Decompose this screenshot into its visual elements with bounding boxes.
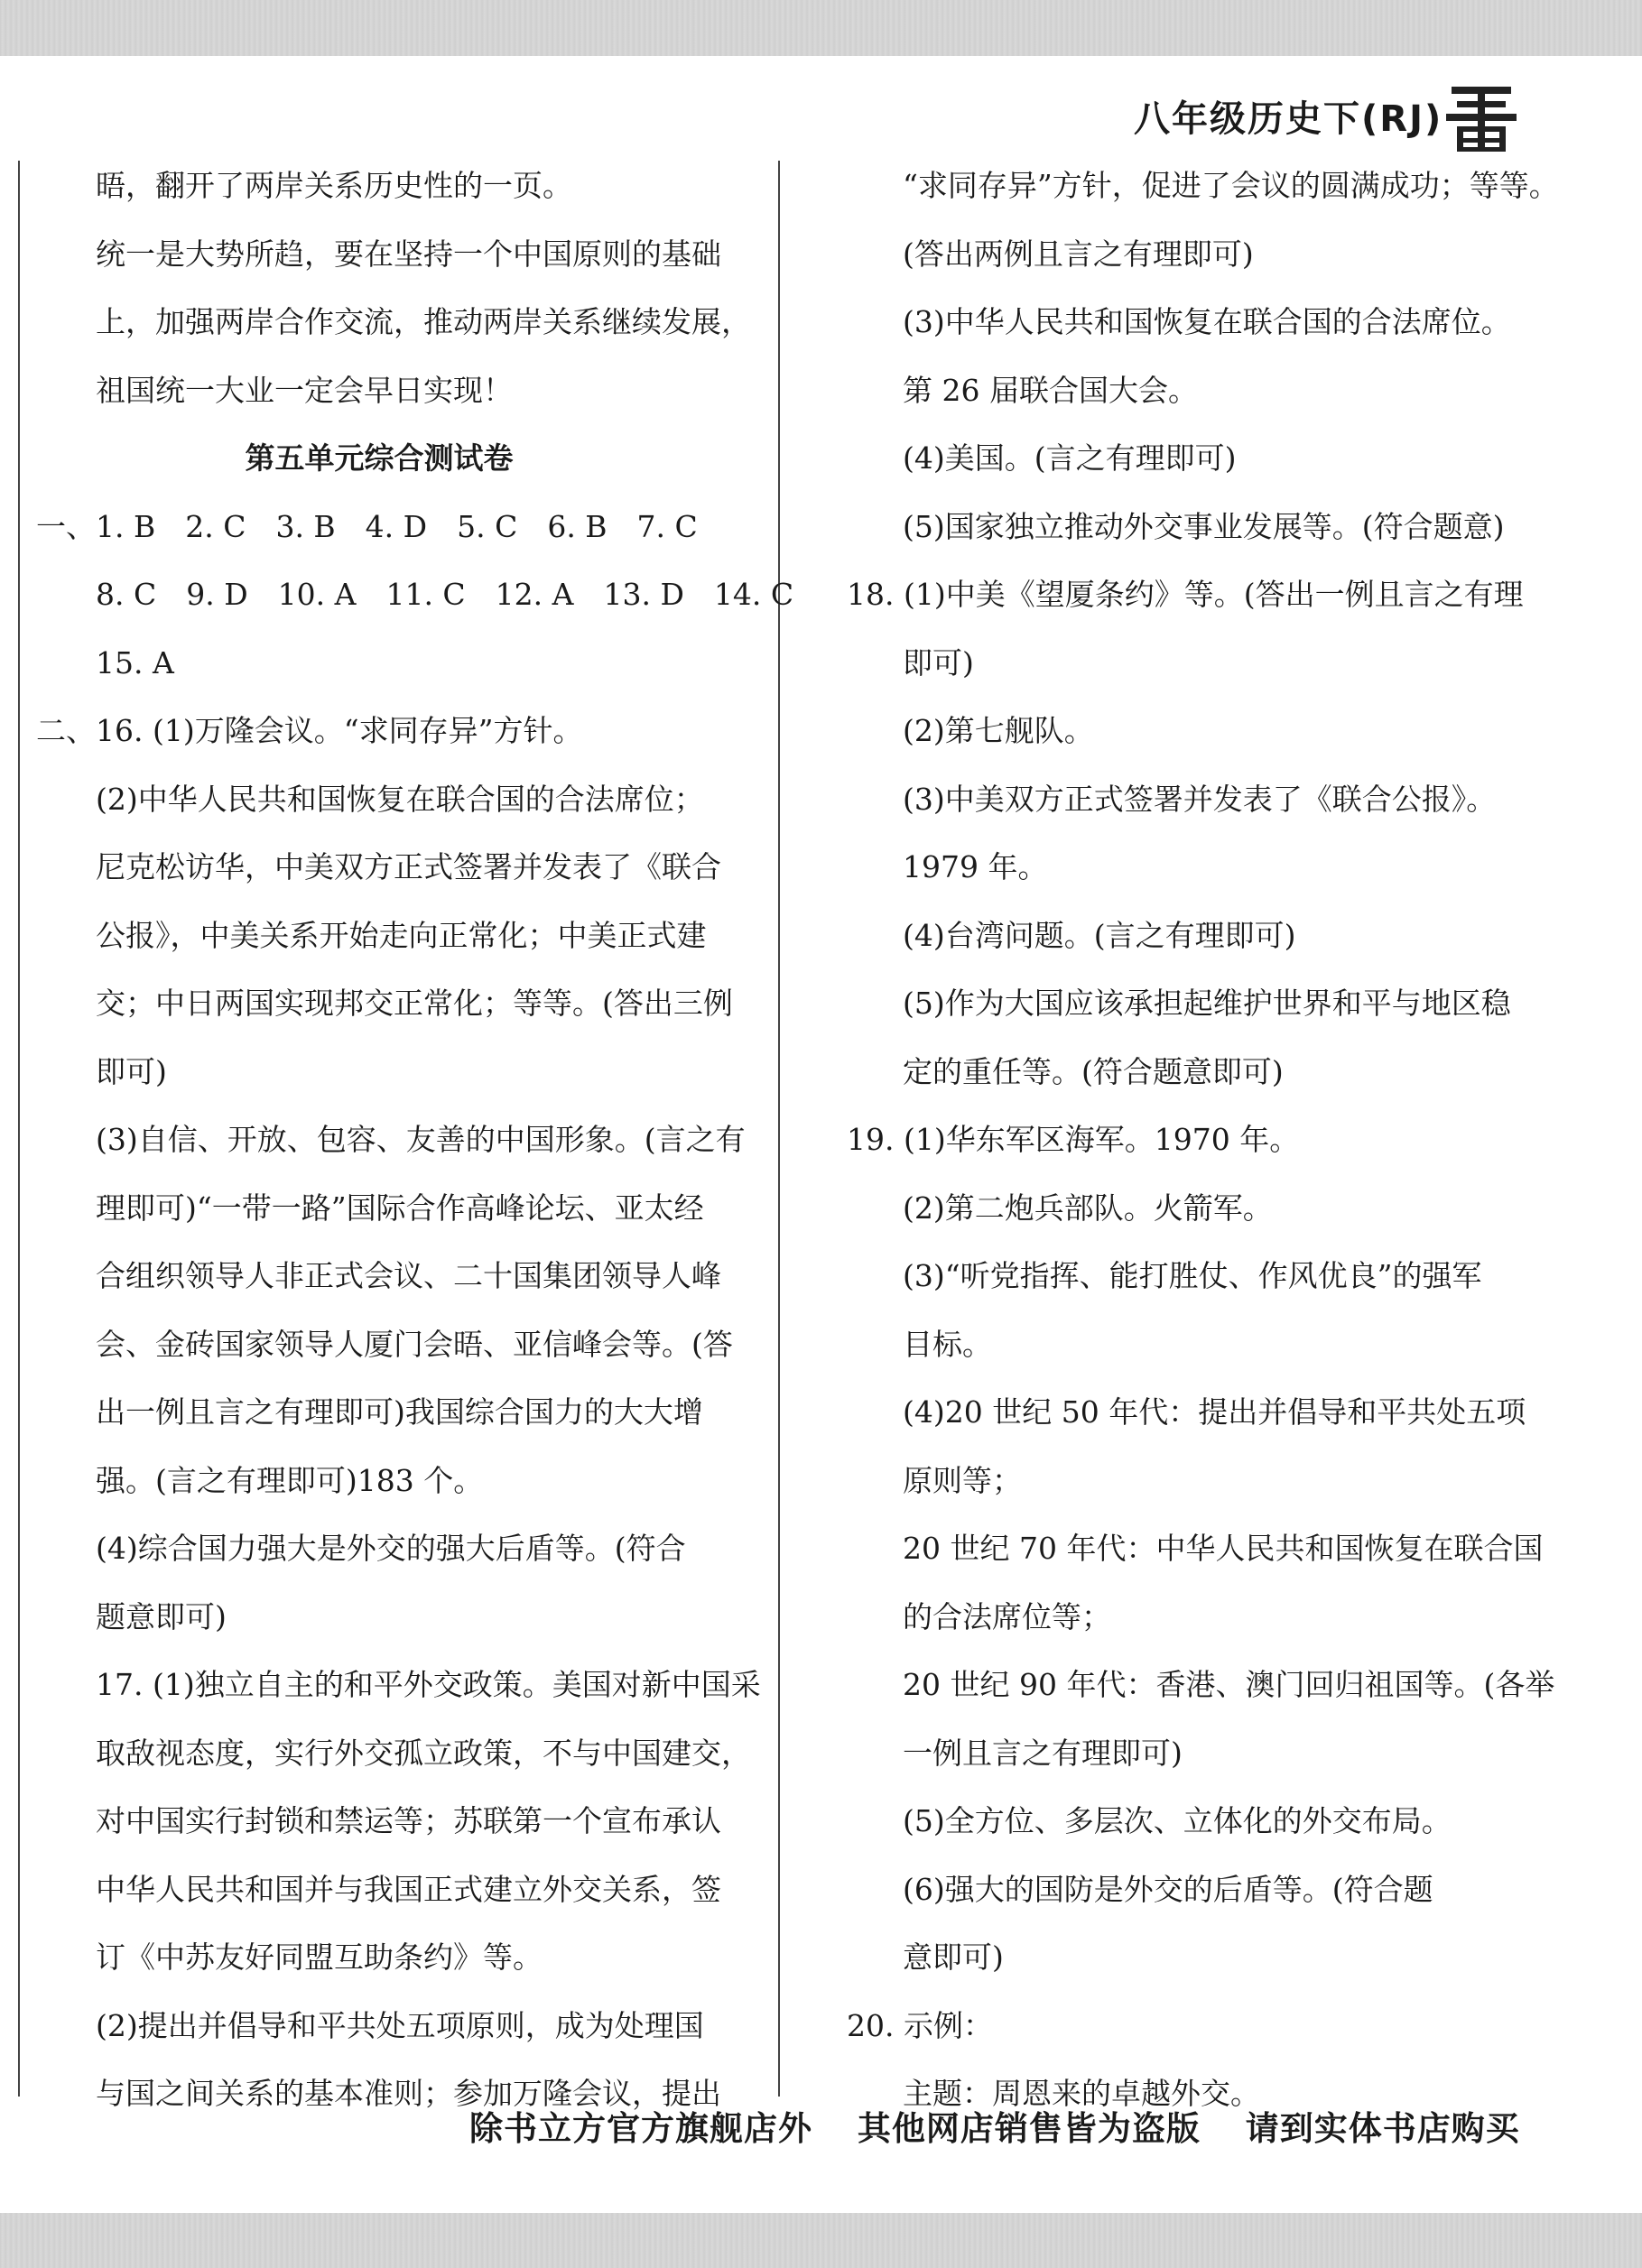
left-line: 订《中苏友好同盟互助条约》等。: [96, 1939, 543, 1975]
left-line: 会、金砖国家领导人厦门会晤、亚信峰会等。(答: [96, 1326, 733, 1362]
right-line: (2)第七舰队。: [903, 713, 1094, 748]
right-line: (3)中华人民共和国恢复在联合国的合法席位。: [903, 304, 1511, 339]
left-line: 公报》，中美关系开始走向正常化；中美正式建: [96, 917, 707, 953]
right-line: (答出两例且言之有理即可): [903, 236, 1254, 272]
left-line: (2)提出并倡导和平共处五项原则，成为处理国: [96, 2007, 704, 2043]
top-scan-band: [0, 0, 1642, 56]
right-line: “求同存异”方针，促进了会议的圆满成功；等等。: [903, 168, 1559, 203]
bottom-scan-band: [0, 2213, 1642, 2268]
answer-row: 15. A: [96, 644, 174, 680]
question-17-start: 17. (1)独立自主的和平外交政策。美国对新中国采: [96, 1667, 761, 1702]
right-line: (5)作为大国应该承担起维护世界和平与地区稳: [903, 986, 1511, 1021]
left-line: 统一是大势所趋，要在坚持一个中国原则的基础: [96, 236, 721, 272]
right-line: 即可): [903, 644, 974, 680]
footer-part-2: 其他网店销售皆为盗版: [857, 2109, 1201, 2148]
right-line: 原则等；: [903, 1462, 1022, 1498]
left-line: 即可): [96, 1053, 167, 1089]
left-line: 理即可)“一带一路”国际合作高峰论坛、亚太经: [96, 1190, 704, 1226]
left-line: (2)中华人民共和国恢复在联合国的合法席位；: [96, 781, 704, 817]
left-line: (4)综合国力强大是外交的强大后盾等。(符合: [96, 1531, 686, 1566]
section-title: 第五单元综合测试卷: [245, 440, 514, 476]
left-line: 晤，翻开了两岸关系历史性的一页。: [96, 168, 572, 203]
right-line: (4)美国。(言之有理即可): [903, 440, 1237, 476]
left-line: 题意即可): [96, 1598, 227, 1634]
right-line: 一例且言之有理即可): [903, 1735, 1183, 1771]
question-16-start: 二、16. (1)万隆会议。“求同存异”方针。: [36, 713, 583, 748]
left-line: 合组织领导人非正式会议、二十国集团领导人峰: [96, 1258, 721, 1293]
left-line: 出一例且言之有理即可)我国综合国力的大大增: [96, 1394, 703, 1430]
left-line: 交；中日两国实现邦交正常化；等等。(答出三例: [96, 986, 733, 1021]
right-line: (2)第二炮兵部队。火箭军。: [903, 1190, 1273, 1226]
right-line: (3)“听党指挥、能打胜仗、作风优良”的强军: [903, 1258, 1482, 1293]
question-19-start: 19. (1)华东军区海军。1970 年。: [847, 1122, 1300, 1157]
right-line: (5)国家独立推动外交事业发展等。(符合题意): [903, 508, 1505, 544]
left-column: [36, 152, 794, 2128]
question-18-start: 18. (1)中美《望厦条约》等。(答出一例且言之有理: [847, 577, 1524, 612]
anti-piracy-footer: [469, 2101, 1553, 2150]
left-line: 祖国统一大业一定会早日实现！: [96, 372, 513, 408]
page-header-title: 八年级历史下(RJ): [1134, 98, 1443, 140]
left-line: 中华人民共和国并与我国正式建立外交关系，签: [96, 1871, 721, 1907]
left-line: 取敌视态度，实行外交孤立政策，不与中国建交，: [96, 1735, 751, 1771]
right-line: (6)强大的国防是外交的后盾等。(符合题: [903, 1871, 1433, 1907]
left-line: 与国之间关系的基本准则；参加万隆会议，提出: [96, 2076, 721, 2111]
left-margin-rule: [18, 161, 20, 2097]
right-line: (4)20 世纪 50 年代：提出并倡导和平共处五项: [903, 1394, 1526, 1430]
right-line: 定的重任等。(符合题意即可): [903, 1053, 1284, 1089]
right-line: 1979 年。: [903, 849, 1048, 884]
right-column: [847, 152, 1623, 2128]
left-line: 上，加强两岸合作交流，推动两岸关系继续发展，: [96, 304, 751, 339]
right-line: 的合法席位等；: [903, 1598, 1111, 1634]
left-line: 尼克松访华，中美双方正式签署并发表了《联合: [96, 849, 721, 884]
right-line: (4)台湾问题。(言之有理即可): [903, 917, 1296, 953]
right-line: 主题：周恩来的卓越外交。: [903, 2076, 1260, 2111]
answer-row: 8. C 9. D 10. A 11. C 12. A 13. D 14. C: [96, 577, 794, 612]
footer-part-1: 除书立方官方旗舰店外: [469, 2109, 812, 2148]
footer-part-3: 请到实体书店购买: [1245, 2109, 1520, 2148]
right-line: (5)全方位、多层次、立体化的外交布局。: [903, 1803, 1452, 1838]
question-20-start: 20. 示例：: [847, 2007, 993, 2043]
left-line: (3)自信、开放、包容、友善的中国形象。(言之有: [96, 1122, 746, 1157]
column-divider-rule: [778, 161, 780, 2097]
right-line: 第 26 届联合国大会。: [903, 372, 1198, 408]
answer-row: 一、1. B 2. C 3. B 4. D 5. C 6. B 7. C: [36, 508, 698, 544]
right-line: 20 世纪 70 年代：中华人民共和国恢复在联合国: [903, 1531, 1544, 1566]
left-line: 对中国实行封锁和禁运等；苏联第一个宣布承认: [96, 1803, 721, 1838]
right-line: 20 世纪 90 年代：香港、澳门回归祖国等。(各举: [903, 1667, 1555, 1702]
left-line: 强。(言之有理即可)183 个。: [96, 1462, 484, 1498]
right-line: 目标。: [903, 1326, 992, 1362]
right-line: 意即可): [903, 1939, 1004, 1975]
publisher-logo-icon: [1444, 83, 1518, 155]
right-line: (3)中美双方正式签署并发表了《联合公报》。: [903, 781, 1497, 817]
